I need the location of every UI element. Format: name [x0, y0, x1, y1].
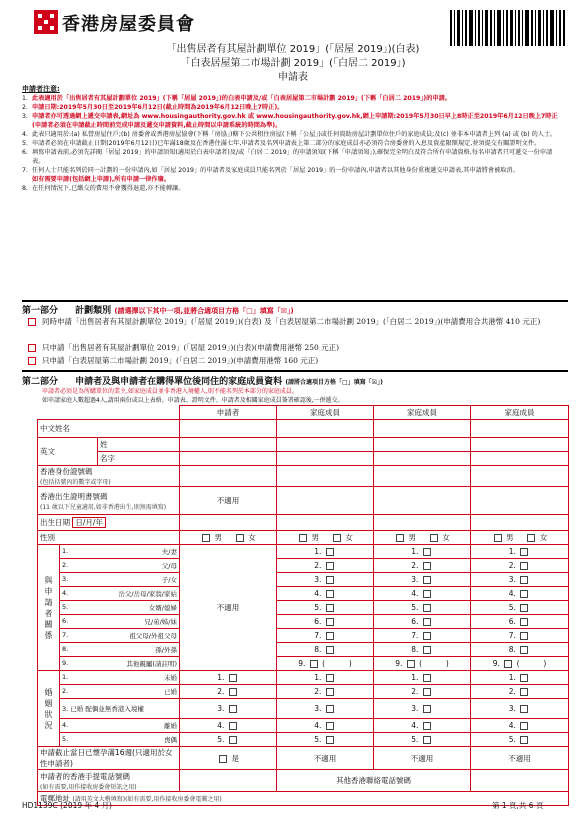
not-applicable-cell: 不適用 — [277, 747, 374, 770]
table-row — [38, 685, 569, 699]
col-header-member-3: 家庭成員 — [471, 406, 569, 420]
checkbox[interactable] — [520, 562, 528, 570]
surname-field[interactable] — [374, 438, 471, 452]
checkbox[interactable] — [423, 646, 431, 654]
relationship-option-label: 9. 其他親屬(請註明) — [60, 657, 180, 671]
hkid-field[interactable] — [277, 466, 374, 487]
checkbox[interactable] — [520, 736, 528, 744]
table-row — [38, 747, 569, 770]
pregnant-label: 申請截止當日已懷孕滿16週(只適用於女性申請者) — [38, 747, 180, 770]
checkbox[interactable] — [430, 534, 438, 542]
checkbox[interactable] — [520, 674, 528, 682]
option-cell[interactable]: 7. — [471, 629, 569, 643]
sex-options[interactable]: 男 女 — [374, 531, 471, 545]
note-item — [22, 112, 562, 130]
option-cell[interactable]: 5. — [471, 733, 569, 747]
checkbox[interactable] — [423, 604, 431, 612]
table-row — [38, 671, 569, 685]
note-item — [22, 103, 562, 112]
checkbox[interactable] — [326, 705, 334, 713]
hkid-label: 香港身份證號碼 (包括括號內的數字或字母) — [38, 466, 180, 487]
chinese-name-field[interactable] — [277, 420, 374, 438]
note-number: 2. — [22, 104, 28, 111]
hkid-field[interactable] — [471, 466, 569, 487]
note-text: 此表適用於「出售居者有其屋計劃單位 2019」(下稱「居屋 2019」)的白表申請及/或「白表居屋第二市場計劃 2019」(下稱「白居二 2019」)的申請。 — [32, 95, 451, 102]
table-row — [38, 792, 569, 806]
sex-options[interactable]: 男 女 — [180, 531, 277, 545]
dob-field[interactable] — [374, 515, 471, 531]
note-text: 此表只適用於:(a) 私營房屋住戶;(b) 房委會或香港房屋協會(下稱「房協」)轄下公共租住房屋(下稱「公屋」)或任何資助房屋計劃單位住戶的家庭成員;及(c) 並非本申請者上列 (a) 或 (b) 的人士。 — [32, 131, 557, 138]
hkid-field[interactable] — [374, 466, 471, 487]
checkbox[interactable] — [423, 632, 431, 640]
given-name-field[interactable] — [277, 452, 374, 466]
checkbox[interactable] — [326, 646, 334, 654]
relationship-option-label: 3. 子/女 — [60, 573, 180, 587]
checkbox[interactable] — [229, 705, 237, 713]
marital-option-label: 4. 離婚 — [60, 719, 180, 733]
marital-label: 婚 姻 狀 況 — [38, 671, 60, 747]
part1-title: 計劃類別 — [75, 306, 112, 316]
checkbox[interactable] — [520, 632, 528, 640]
title-line-2: 「白表居屋第二市場計劃 2019」(「白居二 2019」) — [180, 58, 406, 69]
checkbox[interactable] — [229, 674, 237, 682]
pregnant-option[interactable]: 是 — [180, 747, 277, 770]
email-row[interactable]: 電郵地址 (請用英文大楷填寫)(如有需要,用作接收房委會電郵之用) — [38, 792, 569, 806]
relationship-option-label: 5. 女婿/媳婦 — [60, 601, 180, 615]
note-text: 在任何情況下,已繳交的費用不會獲得退還,亦不能轉讓。 — [32, 185, 185, 192]
relationship-option-label: 7. 祖父母/外祖父母 — [60, 629, 180, 643]
option-cell[interactable]: 8. — [374, 643, 471, 657]
checkbox[interactable] — [326, 736, 334, 744]
given-name-field[interactable] — [374, 452, 471, 466]
given-name-field[interactable] — [180, 452, 277, 466]
surname-field[interactable] — [277, 438, 374, 452]
other-phone-label: 其他香港聯絡電話號碼 — [277, 770, 471, 792]
birth-cert-field[interactable] — [374, 487, 471, 515]
relationship-option-label: 4. 岳父/岳母/家翁/家姑 — [60, 587, 180, 601]
note-text: 申請日期:2019年5月30日至2019年6月12日(截止時間為2019年6月12日晚上7時正)。 — [32, 104, 284, 111]
option-cell[interactable]: 9. ( ) — [471, 657, 569, 671]
checkbox[interactable] — [527, 534, 535, 542]
relationship-option-label: 1. 夫/妻 — [60, 545, 180, 559]
table-row — [38, 531, 569, 545]
option-cell[interactable]: 4. — [374, 719, 471, 733]
table-row — [38, 487, 569, 515]
marital-option-label: 1. 未婚 — [60, 671, 180, 685]
table-row — [38, 733, 569, 747]
checkbox[interactable] — [326, 562, 334, 570]
checkbox[interactable] — [504, 660, 512, 668]
note-number: 6. — [22, 149, 28, 156]
checkbox[interactable] — [326, 548, 334, 556]
checkbox[interactable] — [407, 660, 415, 668]
option-cell[interactable]: 2. — [374, 685, 471, 699]
option-cell[interactable]: 2. — [277, 685, 374, 699]
table-row — [38, 559, 569, 573]
table-row — [38, 420, 569, 438]
checkbox[interactable] — [520, 604, 528, 612]
checkbox[interactable] — [423, 705, 431, 713]
note-number: 7. — [22, 167, 28, 174]
option-cell[interactable]: 5. — [277, 601, 374, 615]
relationship-label: 與 申 請 者 關 係 — [38, 545, 60, 671]
note-number: 4. — [22, 131, 28, 138]
option-cell[interactable]: 3. — [374, 699, 471, 719]
sex-label: 性別 — [38, 531, 180, 545]
note-number: 5. — [22, 140, 28, 147]
title-line-3: 申請表 — [278, 72, 308, 83]
relationship-option-label: 2. 父/母 — [60, 559, 180, 573]
note-item — [22, 184, 562, 193]
checkbox[interactable] — [520, 590, 528, 598]
checkbox[interactable] — [229, 722, 237, 730]
table-header-row — [38, 406, 569, 420]
housing-authority-logo — [34, 10, 58, 34]
note-text: 如有需要申請(包括網上申請),所有申請一律作廢。 — [32, 176, 170, 183]
option-cell[interactable]: 1. — [471, 545, 569, 559]
checkbox[interactable] — [423, 722, 431, 730]
checkbox[interactable] — [520, 618, 528, 626]
checkbox[interactable] — [520, 548, 528, 556]
table-row — [38, 719, 569, 733]
note-number: 1. — [22, 95, 28, 102]
checkbox[interactable] — [423, 674, 431, 682]
checkbox[interactable] — [326, 688, 334, 696]
option-cell[interactable]: 6. — [277, 615, 374, 629]
note-text: 任何人士只能名列於同一計劃的一份申請內,如「居屋 2019」的申請者及家庭成員只能名列於「居屋 2019」的一份申請內,申請者以其他身份重複遞交申請表,其申請將會被取消。 — [32, 167, 519, 174]
relationship-option-label: 6. 兄/弟/姊/妹 — [60, 615, 180, 629]
surname-label: 姓 — [98, 438, 180, 452]
checkbox[interactable] — [423, 576, 431, 584]
table-row — [38, 643, 569, 657]
checkbox[interactable] — [494, 534, 502, 542]
checkbox[interactable] — [423, 548, 431, 556]
note-number: 3. — [22, 113, 28, 120]
col-header-member-1: 家庭成員 — [277, 406, 374, 420]
checkbox[interactable] — [229, 688, 237, 696]
part2-label: 第二部分 — [22, 377, 59, 387]
marital-option-label: 2. 已婚 — [60, 685, 180, 699]
checkbox[interactable] — [520, 646, 528, 654]
option-cell[interactable]: 5. — [180, 733, 277, 747]
marital-option-label: 3. 已婚 配偶並無香港入境權 — [60, 699, 180, 719]
option-cell[interactable]: 7. — [277, 629, 374, 643]
checkbox[interactable] — [299, 534, 307, 542]
option-cell[interactable]: 4. — [180, 719, 277, 733]
table-row — [38, 629, 569, 643]
table-row — [38, 699, 569, 719]
page-number: 第 1 頁,共 6 頁 — [492, 801, 544, 810]
not-applicable-cell: 不適用 — [374, 747, 471, 770]
part1-option-2[interactable]: 只申請「出售居者有其屋計劃單位 2019」(「居屋 2019」)(白表)(申請費用港幣 250 元正) — [40, 342, 339, 353]
checkbox[interactable] — [423, 688, 431, 696]
note-item — [22, 175, 562, 184]
org-name: 香港房屋委員會 — [62, 14, 195, 35]
checkbox[interactable] — [423, 562, 431, 570]
option-cell[interactable]: 3. — [471, 699, 569, 719]
option-cell[interactable]: 5. — [374, 733, 471, 747]
option-cell[interactable]: 1. — [374, 545, 471, 559]
checkbox[interactable] — [236, 534, 244, 542]
option-cell[interactable]: 4. — [277, 587, 374, 601]
applicant-table — [37, 405, 569, 806]
checkbox[interactable] — [202, 534, 210, 542]
sex-options[interactable]: 男 女 — [277, 531, 374, 545]
col-header-member-2: 家庭成員 — [374, 406, 471, 420]
table-row — [38, 545, 569, 559]
checkbox[interactable] — [520, 576, 528, 584]
part1-label: 第一部分 — [22, 306, 59, 316]
not-applicable-cell: 不適用 — [471, 747, 569, 770]
option-cell[interactable]: 3. — [180, 699, 277, 719]
checkbox[interactable] — [28, 357, 36, 365]
option-cell[interactable]: 1. — [180, 671, 277, 685]
option-cell[interactable]: 4. — [471, 587, 569, 601]
marital-option-label: 5. 喪偶 — [60, 733, 180, 747]
checkbox[interactable] — [520, 722, 528, 730]
checkbox[interactable] — [520, 705, 528, 713]
relationship-option-label: 8. 孫/外孫 — [60, 643, 180, 657]
table-row — [38, 657, 569, 671]
given-name-field[interactable] — [471, 452, 569, 466]
option-cell[interactable]: 5. — [471, 601, 569, 615]
option-cell[interactable]: 4. — [374, 587, 471, 601]
option-cell[interactable]: 4. — [471, 719, 569, 733]
option-cell[interactable]: 2. — [180, 685, 277, 699]
checkbox[interactable] — [229, 736, 237, 744]
checkbox[interactable] — [423, 736, 431, 744]
dob-label: 出生日期 日/月/年 — [38, 515, 180, 531]
option-cell[interactable]: 6. — [374, 615, 471, 629]
dob-field[interactable] — [471, 515, 569, 531]
dob-field[interactable] — [180, 515, 277, 531]
checkbox[interactable] — [423, 590, 431, 598]
birth-cert-label: 香港出生證明書號碼 (11 歲以下兒童適用,如非香港出生,則無需填寫) — [38, 487, 180, 515]
title-line-1: 「出售居者有其屋計劃單位 2019」(「居屋 2019」)(白表) — [166, 44, 420, 55]
checkbox[interactable] — [333, 534, 341, 542]
table-row — [38, 438, 569, 452]
option-cell[interactable]: 8. — [471, 643, 569, 657]
phone-label: 申請者的香港手提電話號碼 (如有需要,用作接收房委會短訊之用) — [38, 770, 180, 792]
sex-options[interactable]: 男 女 — [471, 531, 569, 545]
option-cell[interactable]: 3. — [277, 699, 374, 719]
col-header-applicant: 申請者 — [180, 406, 277, 420]
option-cell[interactable]: 3. — [277, 573, 374, 587]
part2-title: 申請者及與申請者在購得單位後同住的家庭成員資料 — [75, 377, 283, 387]
part2-hint: (請將合適項目方格「□」填寫「☒」) — [285, 379, 383, 386]
chinese-name-field[interactable] — [374, 420, 471, 438]
checkbox[interactable] — [423, 618, 431, 626]
note-text: 申請者亦可透過網上遞交申請表,網址為 www.housingauthority.gov.hk 或 www.housingauthority.gov.hk,網上申請期:2019年5月30日早上8時正至2019年6月12日晚上7時正(申請者必須在申請截止時間前完成申請及遞交申請資料,截止時間以申請系統的時間為準)。 — [32, 113, 558, 129]
checkbox[interactable] — [28, 344, 36, 352]
part1-hint: (請選擇以下其中一項,並將合適項目方格「□」填寫「☒」) — [114, 307, 294, 315]
birth-cert-field[interactable] — [277, 487, 374, 515]
option-cell[interactable]: 1. — [277, 545, 374, 559]
option-cell[interactable]: 9. ( ) — [374, 657, 471, 671]
given-name-label: 名字 — [98, 452, 180, 466]
table-row — [38, 466, 569, 487]
option-cell[interactable]: 6. — [471, 615, 569, 629]
table-row — [38, 452, 569, 466]
hkid-field[interactable] — [180, 466, 277, 487]
option-cell[interactable]: 5. — [277, 733, 374, 747]
option-cell[interactable]: 2. — [471, 685, 569, 699]
option-cell[interactable]: 5. — [374, 601, 471, 615]
divider — [22, 370, 568, 372]
not-applicable-cell: 不適用 — [180, 487, 277, 515]
table-row — [38, 601, 569, 615]
table-row — [38, 615, 569, 629]
checkbox[interactable] — [326, 632, 334, 640]
note-item — [22, 94, 562, 103]
option-cell[interactable]: 2. — [471, 559, 569, 573]
other-phone-field[interactable] — [471, 770, 569, 792]
table-row — [38, 587, 569, 601]
part2-note-1: 申請者必須是為所購單位的業主,如家庭成員並非香港入境權人,則不能名列於本部分的家庭成員。 — [42, 388, 298, 395]
option-cell[interactable]: 9. ( ) — [277, 657, 374, 671]
part1-option-3[interactable]: 只申請「白表居屋第二市場計劃 2019」(「白居二 2019」)(申請費用港幣 160 元正) — [40, 355, 318, 366]
checkbox[interactable] — [326, 722, 334, 730]
form-code: HD1139C (2019 年 4 月) — [22, 801, 112, 810]
english-label: 英文 — [38, 438, 98, 466]
option-cell[interactable]: 4. — [277, 719, 374, 733]
not-applicable-cell: 不適用 — [180, 545, 277, 671]
option-cell[interactable]: 2. — [374, 559, 471, 573]
checkbox[interactable] — [520, 688, 528, 696]
checkbox[interactable] — [326, 590, 334, 598]
checkbox[interactable] — [310, 660, 318, 668]
note-item — [22, 139, 562, 148]
checkbox[interactable] — [28, 318, 36, 326]
option-cell[interactable]: 3. — [471, 573, 569, 587]
part1-heading — [22, 303, 294, 316]
option-cell[interactable]: 1. — [277, 671, 374, 685]
part1-option-1[interactable]: 同時申請「出售居者有其屋計劃單位 2019」(「居屋 2019」)(白表) 及「白表居屋第二市場計劃 2019」(「白居二 2019」)(申請費用合共港幣 410 元正) — [40, 317, 560, 327]
table-row — [38, 515, 569, 531]
birth-cert-field[interactable] — [471, 487, 569, 515]
notes-heading: 申請者注意: — [22, 85, 60, 93]
surname-field[interactable] — [471, 438, 569, 452]
phone-field[interactable] — [180, 770, 277, 792]
checkbox[interactable] — [326, 604, 334, 612]
option-cell[interactable]: 8. — [277, 643, 374, 657]
note-item — [22, 130, 562, 139]
checkbox[interactable] — [326, 576, 334, 584]
chinese-name-field[interactable] — [471, 420, 569, 438]
note-text: 申請者必須在申請截止日期(2019年6月12日)已年滿18歲及在香港住滿七年,申請者及名列申請表上第二部分的家庭成員亦必須符合房委會的入息及資產限額規定,並須提交有關證明文件。 — [32, 140, 541, 147]
option-cell[interactable]: 1. — [374, 671, 471, 685]
note-number: 8. — [22, 185, 28, 192]
option-cell[interactable]: 7. — [374, 629, 471, 643]
dob-field[interactable] — [277, 515, 374, 531]
option-cell[interactable]: 1. — [471, 671, 569, 685]
part2-note-2: 如申請家庭人數超過4人,請用兩份或以上表格。申請表、證明文件、申請者及相關家庭成員簽署確認後,一併遞交。 — [42, 397, 344, 404]
notes-section — [22, 85, 562, 193]
note-number — [22, 175, 32, 184]
checkbox[interactable] — [396, 534, 404, 542]
chinese-name-label: 中文姓名 — [38, 420, 180, 438]
checkbox[interactable] — [326, 618, 334, 626]
note-item — [22, 148, 562, 166]
divider — [22, 300, 568, 302]
table-row — [38, 770, 569, 792]
note-item — [22, 166, 562, 175]
note-text: 填寫申請表前,必須先詳閱「居屋 2019」的申請須知(適用於白表申請者)及/或「白居二 2019」的申請須知(下稱「申請須知」),確保完全明白及符合所有申請資格,每名申請者只可遞交一份申請表。 — [32, 149, 553, 165]
table-row — [38, 573, 569, 587]
option-cell[interactable]: 2. — [277, 559, 374, 573]
checkbox[interactable] — [326, 674, 334, 682]
option-cell[interactable]: 3. — [374, 573, 471, 587]
surname-field[interactable] — [180, 438, 277, 452]
checkbox[interactable] — [219, 755, 227, 763]
chinese-name-field[interactable] — [180, 420, 277, 438]
